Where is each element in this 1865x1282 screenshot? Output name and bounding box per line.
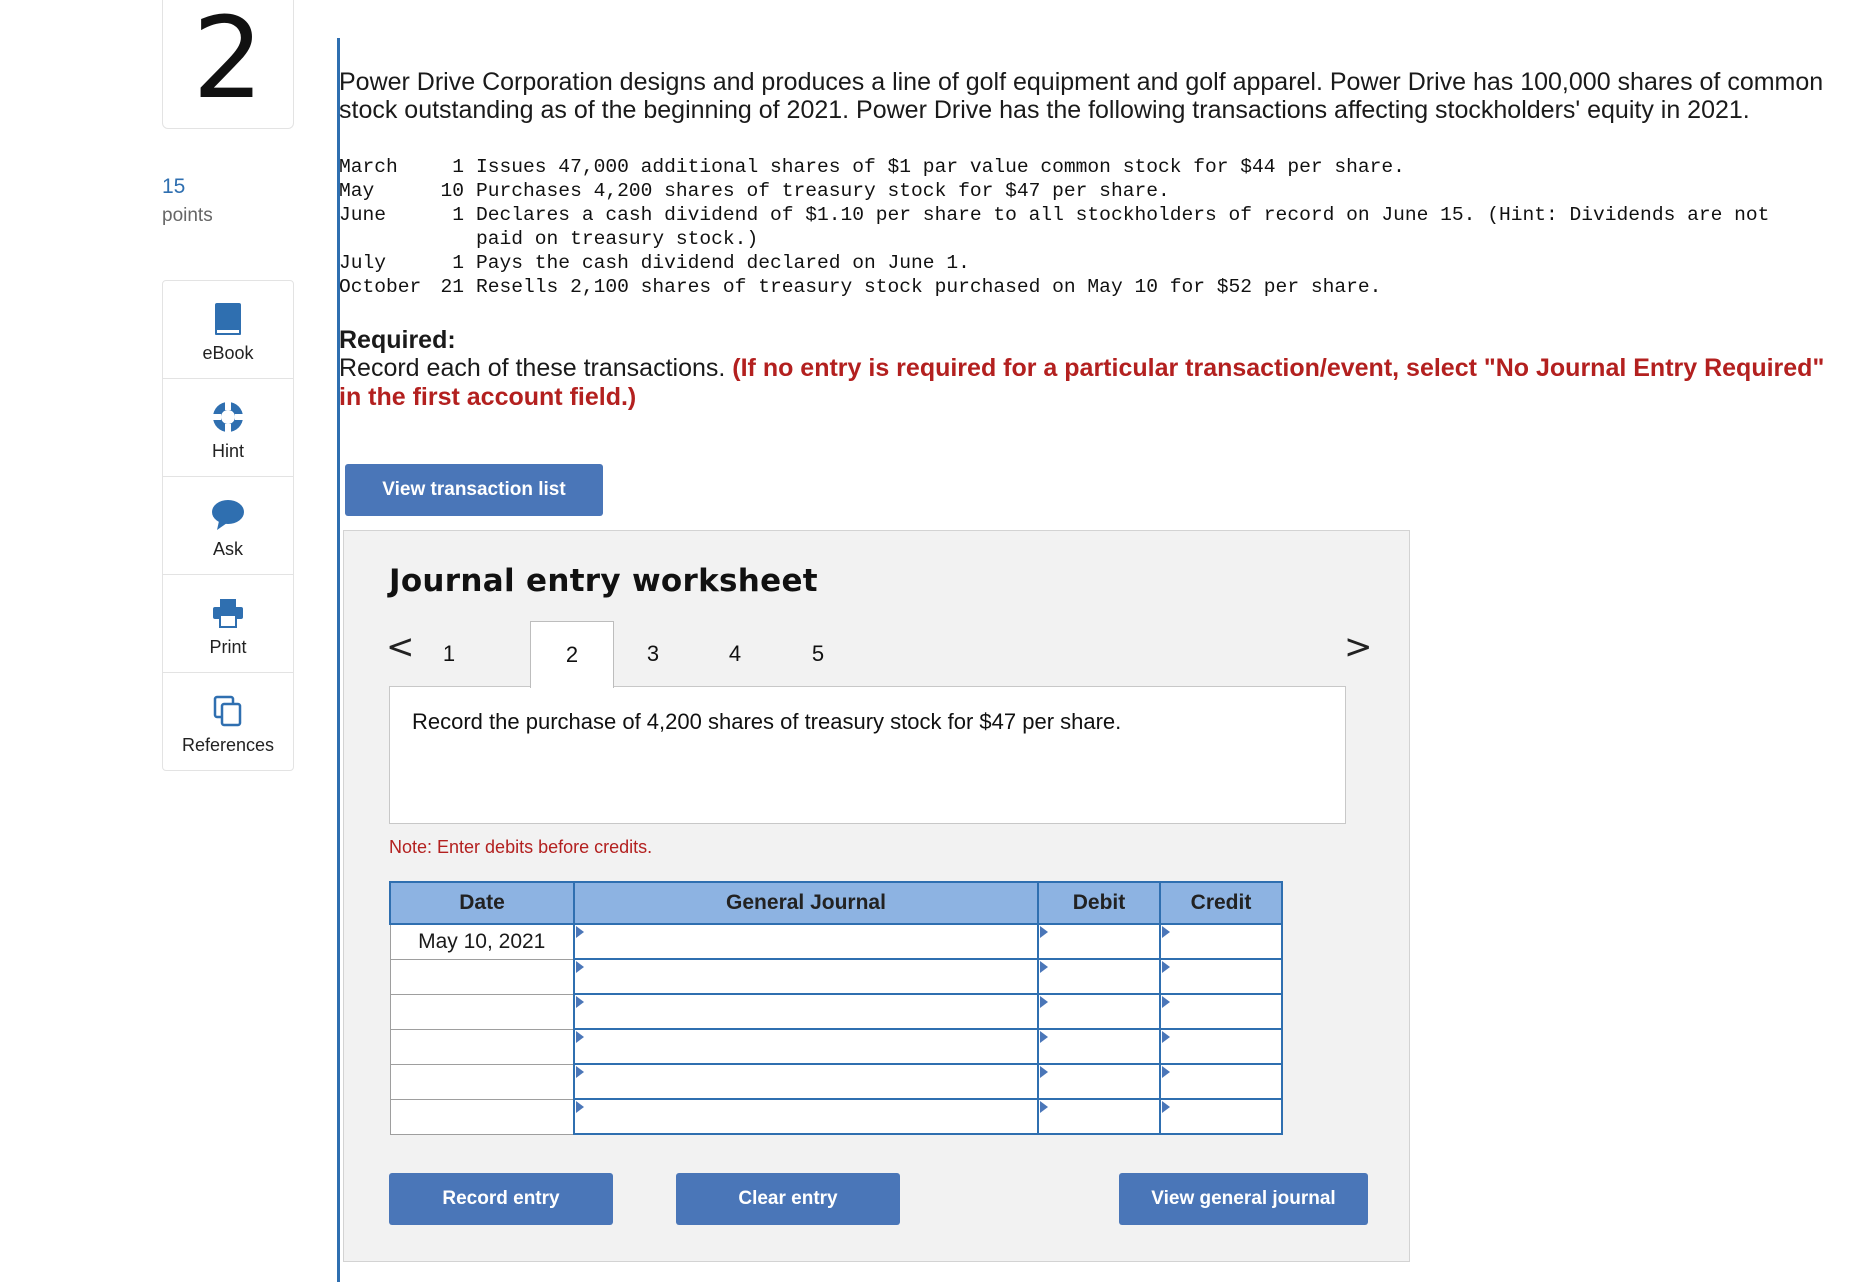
ebook-label: eBook — [202, 343, 254, 363]
debit-input[interactable] — [1038, 1029, 1160, 1064]
table-row — [390, 924, 1282, 959]
transaction-day: 10 — [440, 180, 464, 202]
account-input[interactable] — [574, 924, 1038, 959]
transaction-row — [339, 203, 1816, 251]
references-label: References — [181, 735, 275, 755]
required-warning: (If no entry is required for a particular transaction/event, select "No Journal Entry Required" in the first account field.) — [339, 354, 1825, 411]
table-row — [390, 959, 1282, 994]
problem-intro: Power Drive Corporation designs and produces a line of golf equipment and golf apparel. Power Drive has 100,000 shares of common stock outstanding as of the beginning of 2021. Power Drive has the following transactions affecting stockholders' equity in 2021. — [339, 68, 1824, 124]
transaction-prompt-box — [389, 686, 1346, 824]
references-button[interactable] — [163, 673, 293, 770]
hint-button[interactable] — [163, 379, 293, 477]
account-input[interactable] — [574, 1029, 1038, 1064]
ask-label: Ask — [212, 539, 243, 559]
transaction-month: May — [339, 180, 375, 202]
journal-table — [389, 881, 1283, 1135]
general-journal-column-header: General Journal — [574, 882, 1038, 924]
worksheet-page-5[interactable]: 5 — [811, 641, 825, 666]
next-arrow-icon[interactable]: > — [1344, 627, 1373, 667]
date-column-header: Date — [390, 882, 574, 924]
transaction-day: 21 — [440, 276, 464, 298]
debit-input[interactable] — [1038, 959, 1160, 994]
date-cell — [390, 959, 574, 994]
account-input[interactable] — [574, 994, 1038, 1029]
tools-panel — [162, 280, 294, 771]
worksheet-page-3[interactable]: 3 — [646, 641, 660, 666]
clear-entry-button[interactable]: Clear entry — [676, 1173, 900, 1225]
lifebuoy-icon — [163, 397, 293, 437]
transaction-text: Declares a cash dividend of $1.10 per share to all stockholders of record on June 15. (Hint: Dividends are not paid on treasury stock.) — [476, 204, 1782, 250]
printer-icon — [163, 593, 293, 633]
transaction-month: October — [339, 276, 422, 298]
credit-column-header: Credit — [1160, 882, 1282, 924]
date-cell: May 10, 2021 — [390, 924, 574, 959]
credit-input[interactable] — [1160, 924, 1282, 959]
copy-documents-icon — [163, 691, 293, 731]
credit-input[interactable] — [1160, 1099, 1282, 1134]
debit-column-header: Debit — [1038, 882, 1160, 924]
debit-input[interactable] — [1038, 1099, 1160, 1134]
journal-entry-worksheet — [343, 530, 1410, 1262]
worksheet-page-1[interactable]: 1 — [442, 641, 456, 666]
required-heading: Required: — [339, 326, 456, 354]
debit-input[interactable] — [1038, 994, 1160, 1029]
print-button[interactable] — [163, 575, 293, 673]
debits-note: Note: Enter debits before credits. — [389, 837, 653, 857]
table-row — [390, 1064, 1282, 1099]
view-transaction-list-button[interactable]: View transaction list — [345, 464, 603, 516]
date-cell — [390, 994, 574, 1029]
required-instructions — [339, 354, 1839, 412]
points-label: points — [162, 205, 213, 226]
transaction-day: 1 — [452, 252, 464, 274]
print-label: Print — [209, 637, 247, 657]
credit-input[interactable] — [1160, 994, 1282, 1029]
transaction-month: March — [339, 156, 398, 178]
credit-input[interactable] — [1160, 1029, 1282, 1064]
ebook-button[interactable] — [163, 281, 293, 379]
account-input[interactable] — [574, 1099, 1038, 1134]
credit-input[interactable] — [1160, 1064, 1282, 1099]
chat-bubble-icon — [163, 495, 293, 535]
hint-label: Hint — [211, 441, 244, 461]
transaction-day: 1 — [452, 204, 464, 226]
question-number-box — [162, 0, 294, 129]
question-number: 2 — [192, 0, 264, 124]
transaction-prompt: Record the purchase of 4,200 shares of treasury stock for $47 per share. — [412, 709, 1122, 734]
table-row — [390, 994, 1282, 1029]
transaction-row — [339, 179, 1816, 203]
transaction-month: July — [339, 252, 387, 274]
transaction-month: June — [339, 204, 387, 226]
transaction-text: Issues 47,000 additional shares of $1 par value common stock for $44 per share. — [476, 156, 1405, 178]
required-text: Record each of these transactions. — [339, 354, 726, 382]
date-cell — [390, 1099, 574, 1134]
transaction-list — [339, 155, 1816, 299]
date-cell — [390, 1029, 574, 1064]
transaction-text: Resells 2,100 shares of treasury stock purchased on May 10 for $52 per share. — [476, 276, 1382, 298]
transaction-text: Purchases 4,200 shares of treasury stock for $47 per share. — [476, 180, 1170, 202]
transaction-day: 1 — [452, 156, 464, 178]
account-input[interactable] — [574, 1064, 1038, 1099]
debit-input[interactable] — [1038, 1064, 1160, 1099]
prev-arrow-icon[interactable]: < — [386, 627, 415, 667]
book-icon — [163, 299, 293, 339]
transaction-text: Pays the cash dividend declared on June 1. — [476, 252, 970, 274]
ask-button[interactable] — [163, 477, 293, 575]
credit-input[interactable] — [1160, 959, 1282, 994]
date-cell — [390, 1064, 574, 1099]
journal-header-row — [390, 882, 1282, 924]
table-row — [390, 1099, 1282, 1134]
debit-input[interactable] — [1038, 924, 1160, 959]
worksheet-title: Journal entry worksheet — [389, 563, 818, 599]
transaction-row — [339, 275, 1816, 299]
points-value: 15 — [162, 175, 186, 198]
worksheet-page-2[interactable]: 2 — [530, 621, 614, 688]
worksheet-page-4[interactable]: 4 — [728, 641, 742, 666]
transaction-row — [339, 251, 1816, 275]
table-row — [390, 1029, 1282, 1064]
view-general-journal-button[interactable]: View general journal — [1119, 1173, 1368, 1225]
record-entry-button[interactable]: Record entry — [389, 1173, 613, 1225]
account-input[interactable] — [574, 959, 1038, 994]
transaction-row — [339, 155, 1816, 179]
